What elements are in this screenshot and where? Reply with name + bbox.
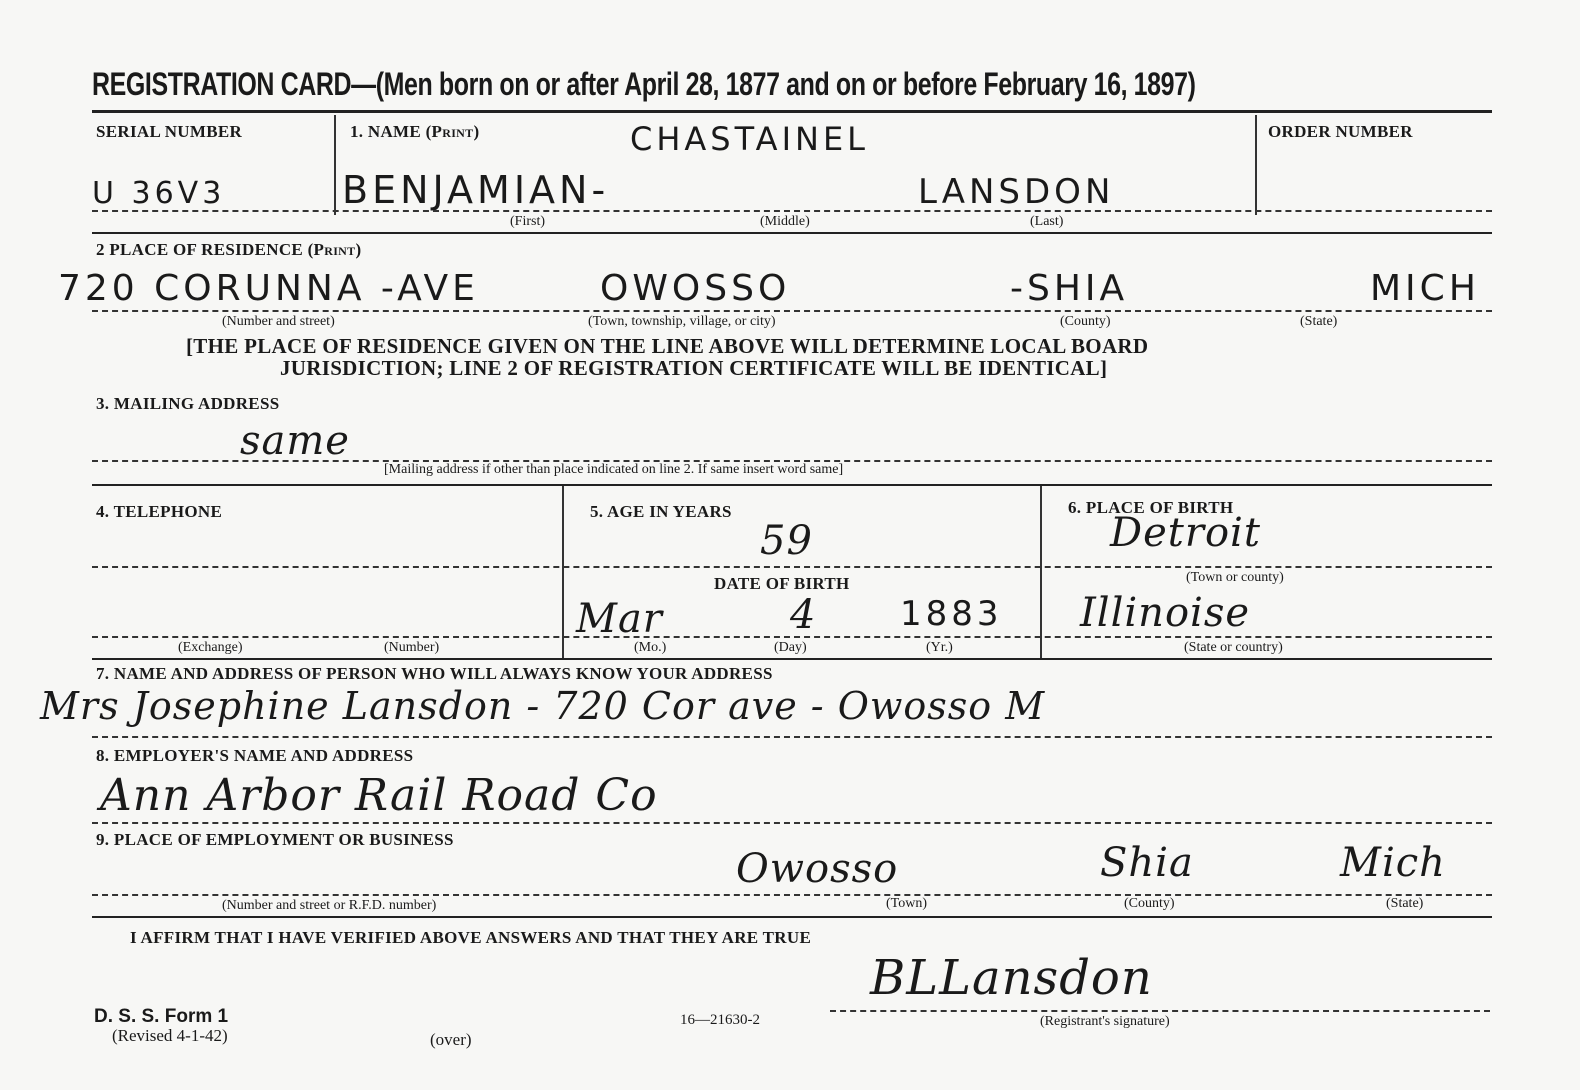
employment-label: 9. PLACE OF EMPLOYMENT OR BUSINESS [96, 830, 454, 849]
emp-state-sublabel: (State) [1386, 896, 1424, 911]
residence-street-value: 720 CORUNNA -AVE [58, 268, 479, 309]
year-sublabel: (Yr.) [926, 640, 953, 655]
mailing-note: [Mailing address if other than place indicated on line 2. If same insert word same] [384, 462, 844, 477]
exchange-sublabel: (Exchange) [178, 640, 243, 655]
birthplace-label: 6. PLACE OF BIRTH [1068, 498, 1234, 517]
contact-value: Mrs Josephine Lansdon - 720 Cor ave - Owosso M [40, 684, 1046, 728]
day-sublabel: (Day) [774, 640, 807, 655]
age-line [92, 566, 1492, 568]
state-country-sublabel: (State or country) [1184, 640, 1283, 655]
employment-county-value: Shia [1100, 840, 1194, 886]
telephone-label: 4. TELEPHONE [96, 502, 223, 521]
section9-rule [92, 916, 1492, 918]
section1-rule [92, 232, 1492, 234]
emp-town-sublabel: (Town) [886, 896, 928, 911]
mailing-address-value: same [240, 418, 350, 464]
state-sublabel: (State) [1300, 314, 1338, 329]
county-sublabel: (County) [1060, 314, 1111, 329]
middle-sublabel: (Middle) [760, 214, 810, 229]
employment-town-value: Owosso [736, 846, 899, 892]
residence-label: 2 PLACE OF RESIDENCE (Print) [96, 240, 362, 259]
number-sublabel: (Number) [384, 640, 440, 655]
birthplace-town-value: Detroit [1110, 510, 1261, 556]
print-code: 16—21630-2 [680, 1012, 760, 1028]
jurisdiction-warning-line2: JURISDICTION; LINE 2 OF REGISTRATION CERTIFICATE WILL BE IDENTICAL] [280, 356, 1108, 380]
dob-line [92, 636, 1492, 638]
registrant-signature: BLLansdon [870, 950, 1153, 1006]
serial-number-value: U 36V3 [92, 176, 226, 211]
name-last-value: LANSDON [918, 172, 1115, 212]
employer-value: Ann Arbor Rail Road Co [100, 770, 658, 821]
serial-number-label: SERIAL NUMBER [96, 122, 243, 141]
residence-line [92, 310, 1492, 312]
signature-sublabel: (Registrant's signature) [1040, 1014, 1170, 1029]
section6-rule [92, 658, 1492, 660]
month-sublabel: (Mo.) [634, 640, 667, 655]
name-middle-value: CHASTAINEL [630, 120, 869, 158]
residence-county-value: -SHIA [1010, 268, 1129, 309]
order-divider [1255, 115, 1257, 215]
employer-line [92, 822, 1492, 824]
mailing-address-label: 3. MAILING ADDRESS [96, 394, 280, 413]
name-line [92, 210, 1492, 212]
birthplace-state-value: Illinoise [1080, 590, 1251, 636]
title-rule [92, 110, 1492, 113]
town-sublabel: (Town, township, village, or city) [588, 314, 776, 329]
jurisdiction-warning-line1: [THE PLACE OF RESIDENCE GIVEN ON THE LINE ABOVE WILL DETERMINE LOCAL BOARD [186, 334, 1149, 358]
form-name: D. S. S. Form 1 [94, 1006, 229, 1027]
age-value: 59 [760, 518, 813, 564]
name-first-value: BENJAMIAN- [342, 168, 610, 212]
employer-label: 8. EMPLOYER'S NAME AND ADDRESS [96, 746, 414, 765]
employment-line [92, 894, 1492, 896]
tel-age-divider [562, 486, 564, 658]
section3-rule [92, 484, 1492, 486]
residence-town-value: OWOSSO [600, 268, 791, 309]
emp-county-sublabel: (County) [1124, 896, 1175, 911]
dob-label: DATE OF BIRTH [714, 574, 850, 593]
age-birth-divider [1040, 486, 1042, 658]
contact-line [92, 736, 1492, 738]
street-sublabel: (Number and street) [222, 314, 335, 329]
residence-state-value: MICH [1370, 268, 1480, 309]
town-county-sublabel: (Town or county) [1186, 570, 1284, 585]
contact-label: 7. NAME AND ADDRESS OF PERSON WHO WILL ALWAYS KNOW YOUR ADDRESS [96, 664, 773, 683]
order-number-label: ORDER NUMBER [1268, 122, 1413, 141]
dob-day-value: 4 [790, 592, 817, 638]
signature-line [830, 1010, 1490, 1012]
affirmation-text: I AFFIRM THAT I HAVE VERIFIED ABOVE ANSWERS AND THAT THEY ARE TRUE [130, 928, 812, 947]
first-sublabel: (First) [510, 214, 545, 229]
over-note: (over) [430, 1030, 472, 1049]
last-sublabel: (Last) [1030, 214, 1064, 229]
name-label: 1. NAME (Print) [350, 122, 480, 141]
dob-month-value: Mar [576, 596, 663, 642]
dob-year-value: 1883 [900, 594, 1003, 634]
form-revised: (Revised 4-1-42) [112, 1026, 228, 1045]
age-label: 5. AGE IN YEARS [590, 502, 732, 521]
emp-street-sublabel: (Number and street or R.F.D. number) [222, 898, 437, 913]
card-title: REGISTRATION CARD—(Men born on or after April 28, 1877 and on or before February 16, 1897) [92, 66, 1196, 102]
serial-divider [334, 115, 336, 215]
employment-state-value: Mich [1340, 840, 1446, 886]
